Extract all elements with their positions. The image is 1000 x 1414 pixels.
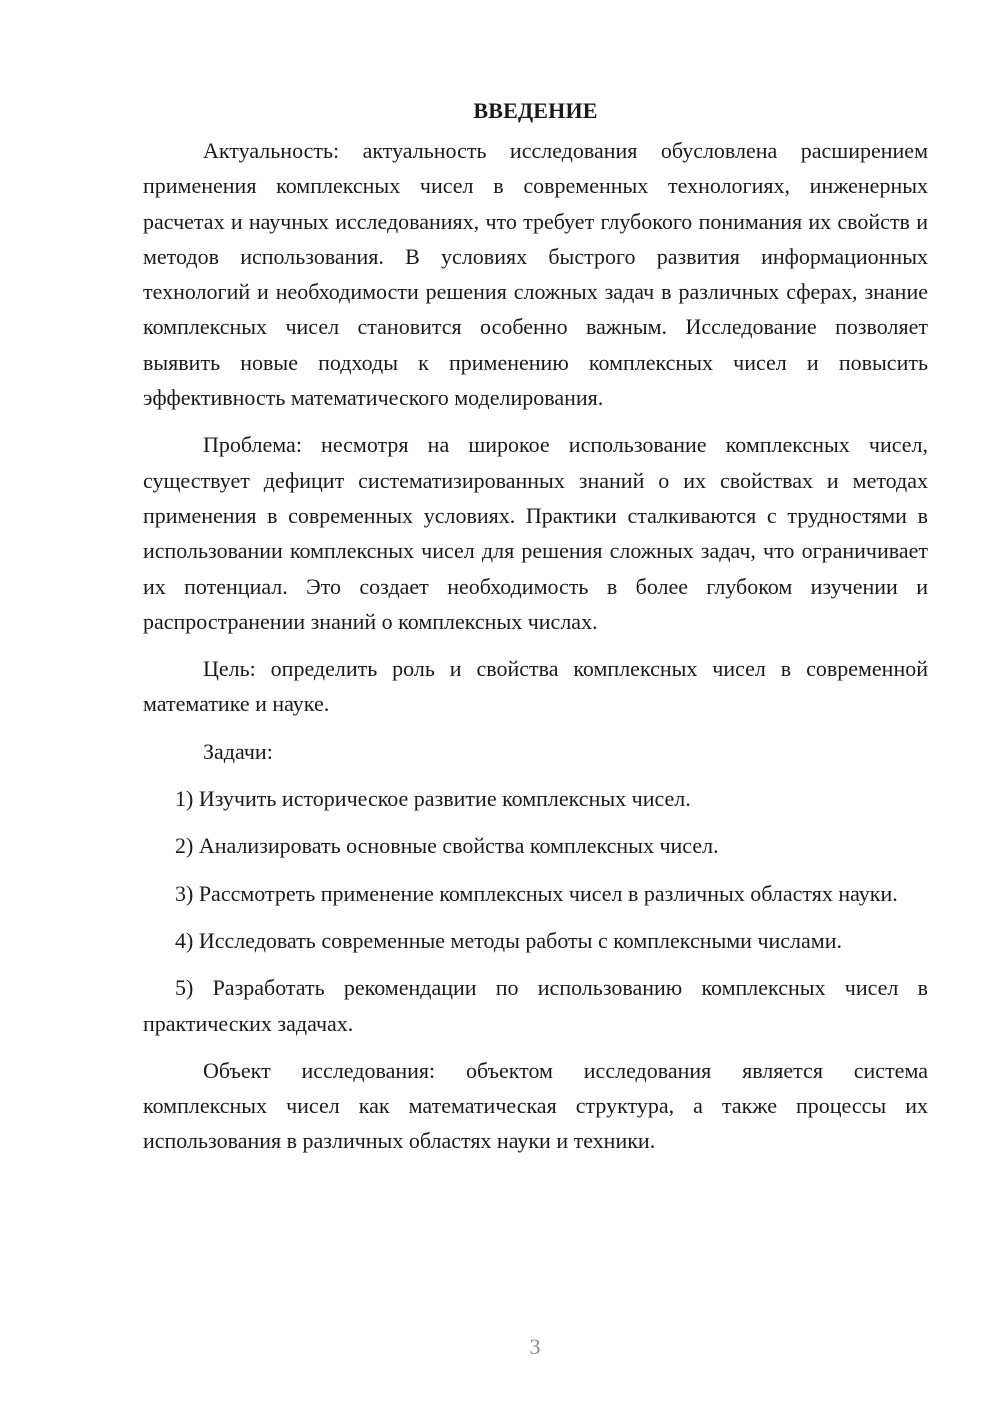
paragraph-object: Объект исследования: объектом исследования является система комплексных чисел как математическая структура, а также процессы их использования в различных областях науки и техники. — [143, 1057, 928, 1154]
task-item-5: 5) Разработать рекомендации по использованию комплексных чисел в практических задачах. — [143, 975, 928, 1036]
task-item-4: 4) Исследовать современные методы работы с комплексными числами. — [175, 927, 842, 953]
page-number: 3 — [529, 1334, 541, 1359]
task-item-1: 1) Изучить историческое развитие комплексных чисел. — [175, 786, 691, 812]
task-item-2: 2) Анализировать основные свойства комплексных чисел. — [175, 833, 719, 859]
paragraph-problem: Проблема: несмотря на широкое использование комплексных чисел, существует дефицит систематизированных знаний о их свойствах и методах применения в современных условиях. Практики сталкиваются с трудностями в использовании комплексных чисел для решения сложных задач, что ограничивает их потенциал. Это создает необходимость в более глубоком изучении и распространении знаний о комплексных числах. — [143, 432, 928, 634]
paragraph-relevance: Актуальность: актуальность исследования обусловлена расширением применения комплексных чисел в современных технологиях, инженерных расчетах и научных исследованиях, что требует глубокого понимания их свойств и методов использования. В условиях быстрого развития информационных технологий и необходимости решения сложных задач в различных сферах, знание комплексных чисел становится особенно важным. Исследование позволяет выявить новые подходы к применению комплексных чисел и повысить эффективность математического моделирования. — [143, 138, 928, 411]
task-item-3: 3) Рассмотреть применение комплексных чисел в различных областях науки. — [175, 880, 898, 906]
tasks-heading: Задачи: — [203, 738, 273, 764]
page-body — [143, 98, 928, 1171]
page-title: ВВЕДЕНИЕ — [473, 98, 598, 123]
paragraph-goal: Цель: определить роль и свойства комплексных чисел в современной математике и науке. — [143, 656, 928, 717]
